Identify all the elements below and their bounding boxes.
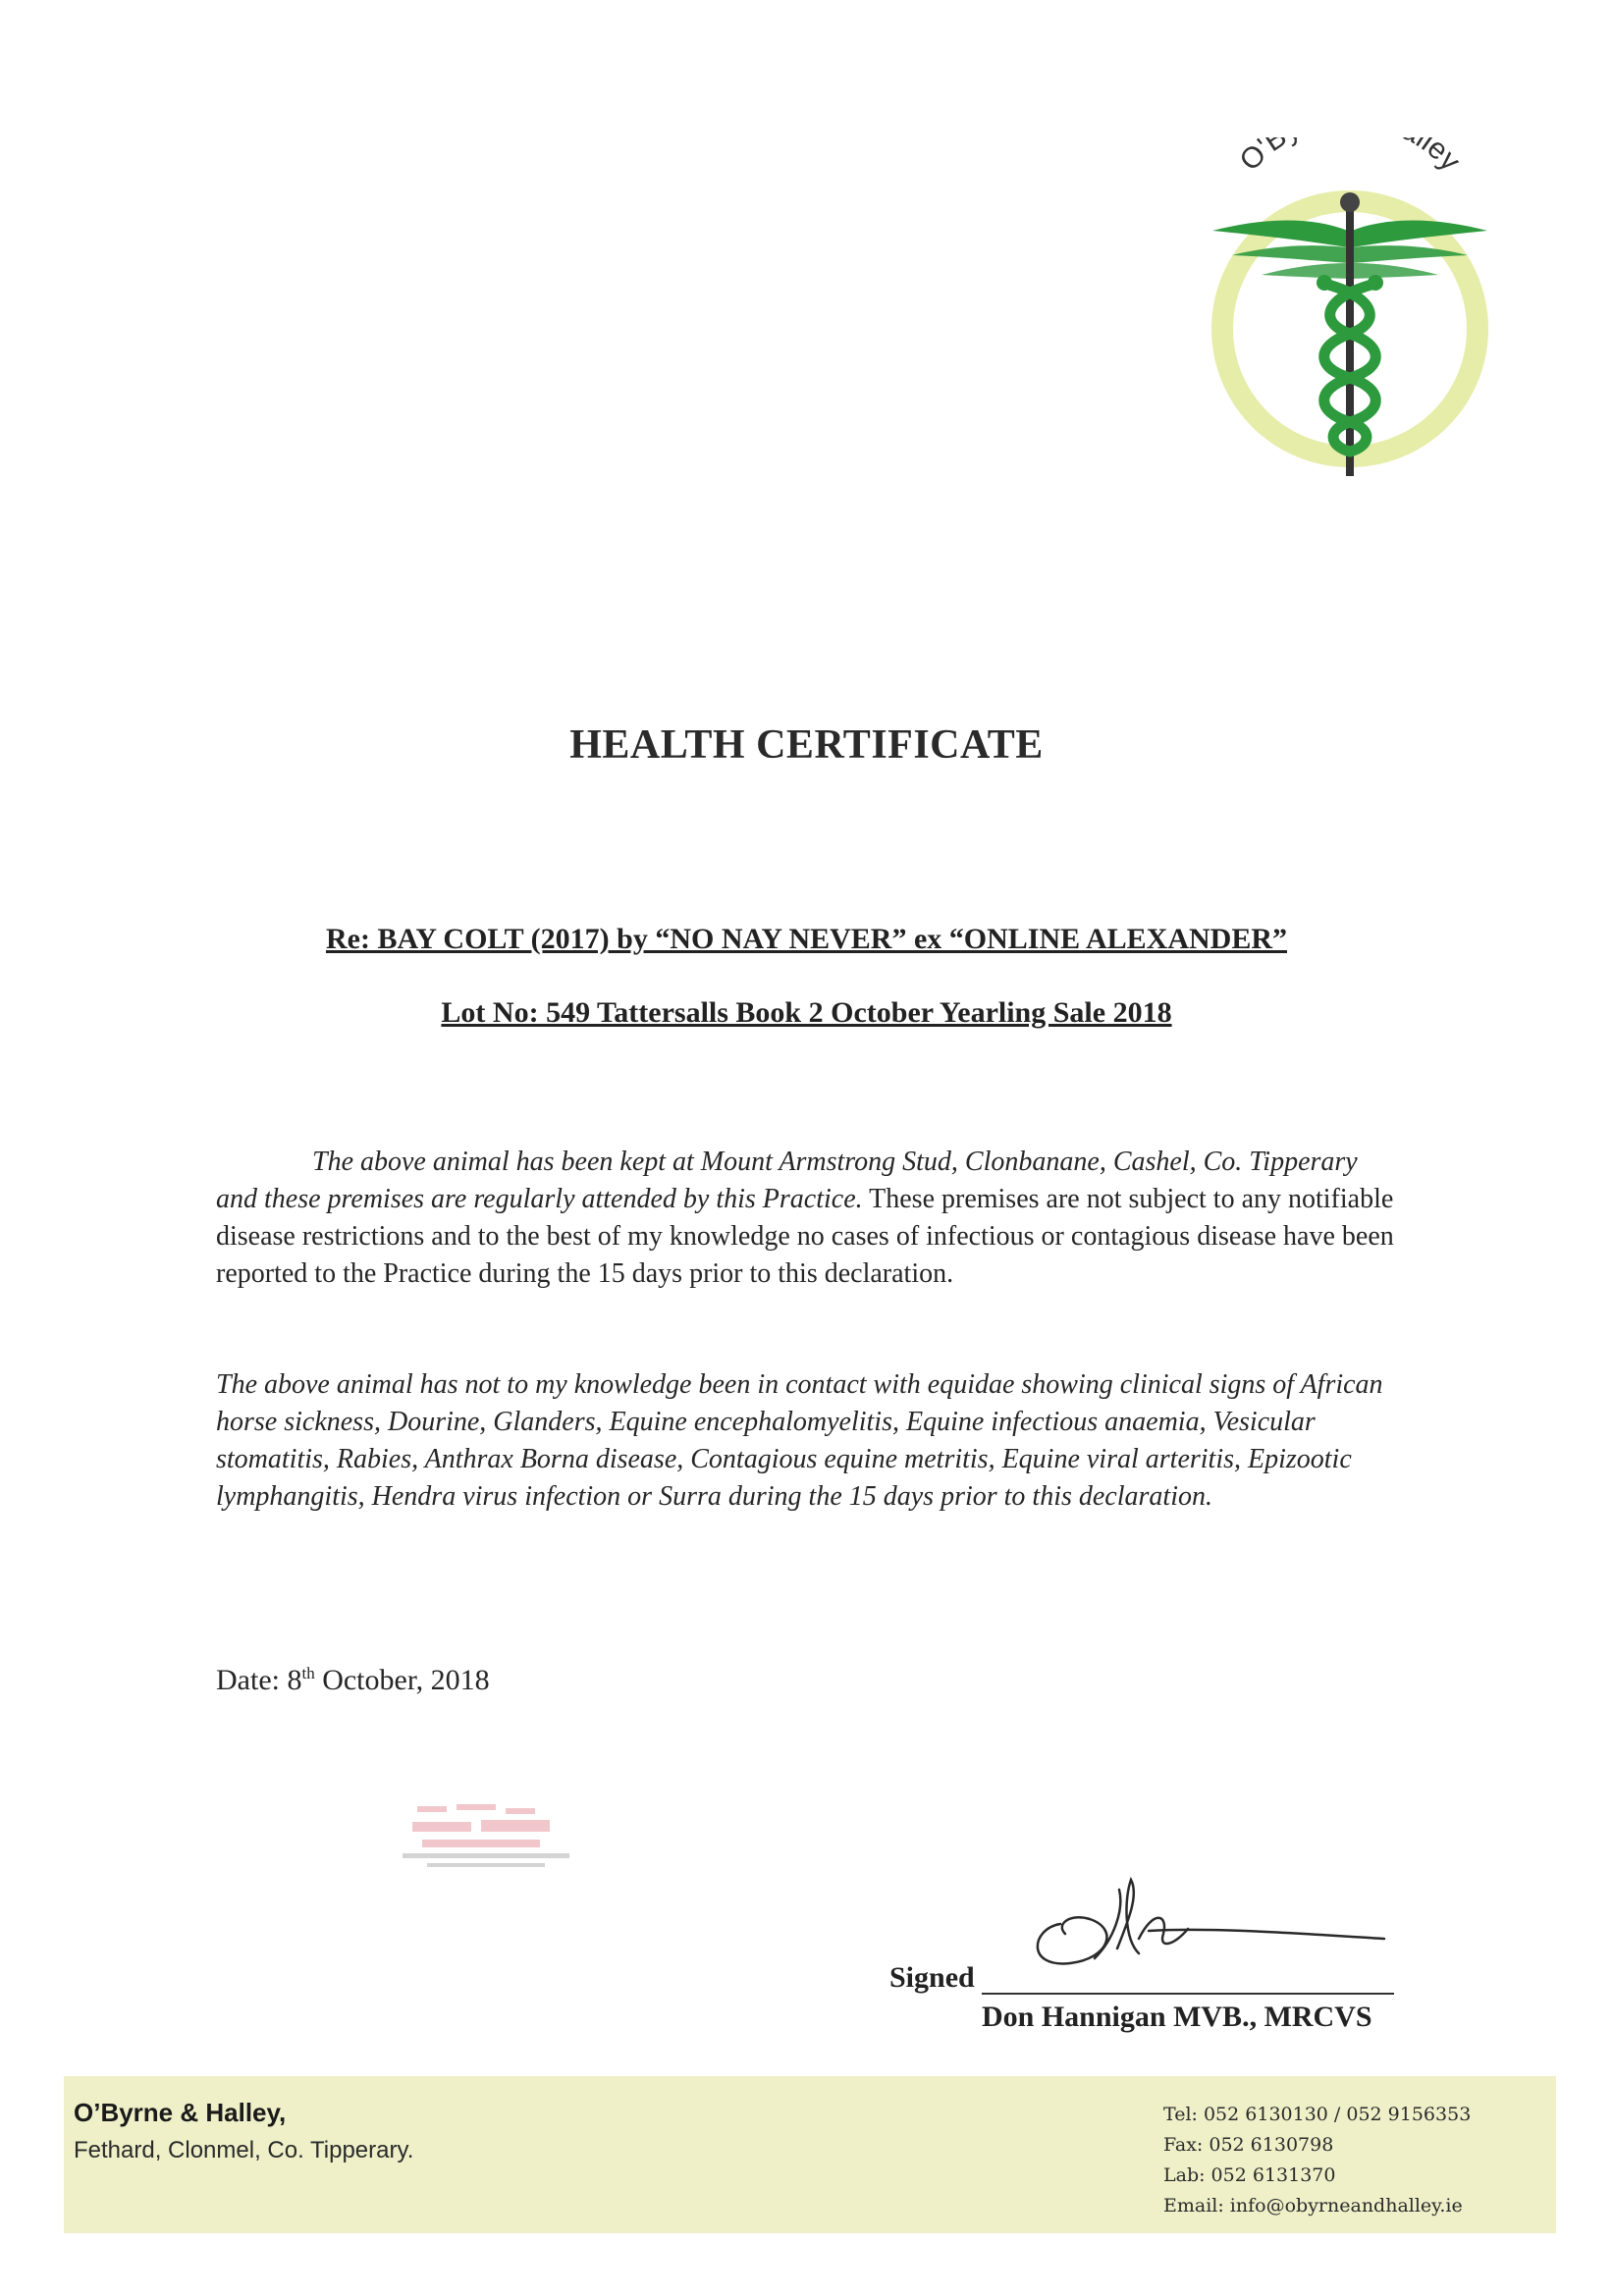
letterhead-footer [64, 2076, 1556, 2233]
lot-line: Lot No: 549 Tattersalls Book 2 October Yearling Sale 2018 [441, 996, 1172, 1029]
date-label: Date: 8 [216, 1664, 302, 1696]
handwritten-signature [1001, 1870, 1394, 1988]
document-title: HEALTH CERTIFICATE [569, 722, 1044, 768]
paragraph-premises-italic: The above animal has been kept at Mount Armstrong Stud, Clonbanane, Cashel, Co. Tipperary and these premises are regularly attended by this Practice. [216, 1147, 1358, 1214]
logo-text: O'B lley [1233, 137, 1467, 178]
paragraph-premises-normal: These premises are not subject to any notifiable disease restrictions and to the best of my knowledge no cases of infectious or contagious disease have been reported to the Practice during the 15 days prior to this declaration. [216, 1184, 1394, 1289]
footer-fax: Fax: 052 6130798 [1163, 2134, 1334, 2156]
signer-name: Don Hannigan MVB., MRCVS [982, 2001, 1372, 2033]
date-line [216, 1664, 490, 1697]
footer-email: Email: info@obyrneandhalley.ie [1163, 2195, 1463, 2216]
svg-text:O'Byrne & Halley [1234, 137, 1467, 178]
footer-address: Fethard, Clonmel, Co. Tipperary. [74, 2137, 414, 2163]
footer-lab: Lab: 052 6131370 [1163, 2164, 1336, 2186]
practice-logo [1203, 137, 1497, 491]
footer-tel: Tel: 052 6130130 / 052 9156353 [1163, 2104, 1472, 2125]
paragraph-premises [216, 1144, 1394, 1293]
footer-contacts [1163, 2100, 1471, 2221]
practice-stamp [398, 1796, 574, 1875]
caduceus-icon [1203, 137, 1497, 491]
footer-practice-name: O’Byrne & Halley, [74, 2098, 287, 2127]
date-suffix: th [301, 1664, 315, 1682]
subject-line: Re: BAY COLT (2017) by “NO NAY NEVER” ex “ONLINE ALEXANDER” [325, 923, 1287, 955]
signature-line [982, 1993, 1394, 1995]
paragraph-contact: The above animal has not to my knowledge been in contact with equidae showing clinical signs of African horse sickness, Dourine, Glanders, Equine encephalomyelitis, Equine infectious anaemia, Vesicular stomatitis, Rabies, Anthrax Borna disease, Contagious equine metritis, Equine viral arteritis, Epizootic lymphangitis, Hendra virus infection or Surra during the 15 days prior to this declaration. [216, 1369, 1383, 1512]
signed-label: Signed [889, 1961, 975, 1994]
date-rest: October, 2018 [314, 1664, 490, 1696]
